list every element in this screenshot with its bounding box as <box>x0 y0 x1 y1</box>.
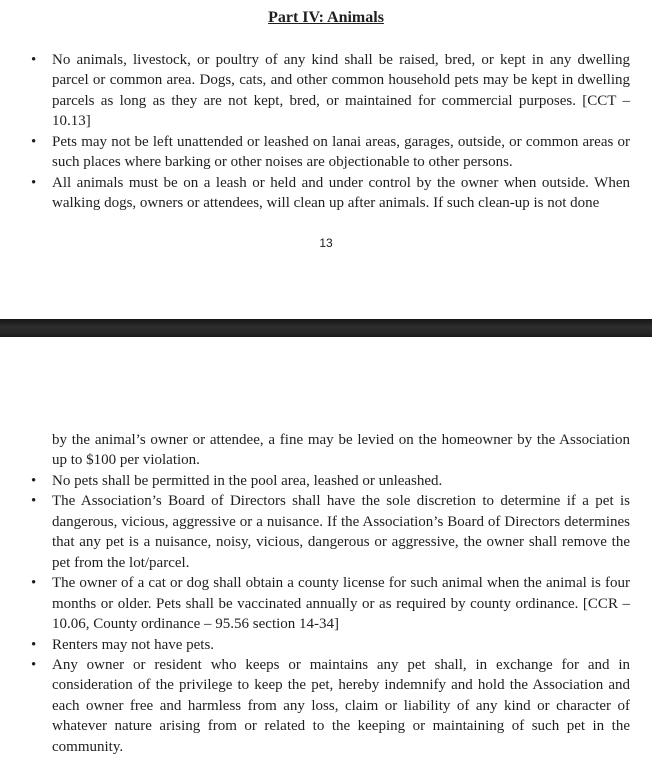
bullet-item: • The owner of a cat or dog shall obtain a county license for such animal when the animal is four months or older. Pets shall be vaccinated annually or as required by county ordinance. [CCR – 10.06, County ordinance – 95.56 section 14-34] <box>52 573 630 634</box>
bullet-item: • All animals must be on a leash or held and under control by the owner when outside. When walking dogs, owners or attendees, will clean up after animals. If such clean-up is not done <box>52 173 630 214</box>
bullet-item: • Any owner or resident who keeps or maintains any pet shall, in exchange for and in consideration of the privilege to keep the pet, hereby indemnify and hold the Association and each owner free and harmless from any loss, claim or liability of any kind or character of whatever nature arising from or related to the keeping or maintaining of such pet in the community. <box>52 655 630 757</box>
rules-list-top <box>0 50 652 214</box>
page-break-separator <box>0 319 652 337</box>
next-page-content <box>0 430 652 757</box>
continuation-paragraph: by the animal’s owner or attendee, a fine may be levied on the homeowner by the Association up to $100 per violation. <box>52 432 630 469</box>
bullet-item: • No pets shall be permitted in the pool area, leashed or unleashed. <box>52 471 630 491</box>
bullet-item: • The Association’s Board of Directors shall have the sole discretion to determine if a pet is dangerous, vicious, aggressive or a nuisance. If the Association’s Board of Directors determines that any pet is a nuisance, noisy, vicious, dangerous or aggressive, the owner shall remove the pet from the lot/parcel. <box>52 491 630 573</box>
section-title: Part IV: Animals <box>268 9 384 26</box>
rules-list-bottom <box>0 471 652 757</box>
bullet-item: • No animals, livestock, or poultry of any kind shall be raised, bred, or kept in any dwelling parcel or common area. Dogs, cats, and other common household pets may be kept in dwelling parcels as long as they are not kept, bred, or maintained for commercial purposes. [CCT – 10.13] <box>52 50 630 132</box>
page-number: 13 <box>319 236 333 250</box>
bullet-item: • Pets may not be left unattended or leashed on lanai areas, garages, outside, or common areas or such places where barking or other noises are objectionable to other persons. <box>52 132 630 173</box>
bullet-item: • Renters may not have pets. <box>52 635 630 655</box>
